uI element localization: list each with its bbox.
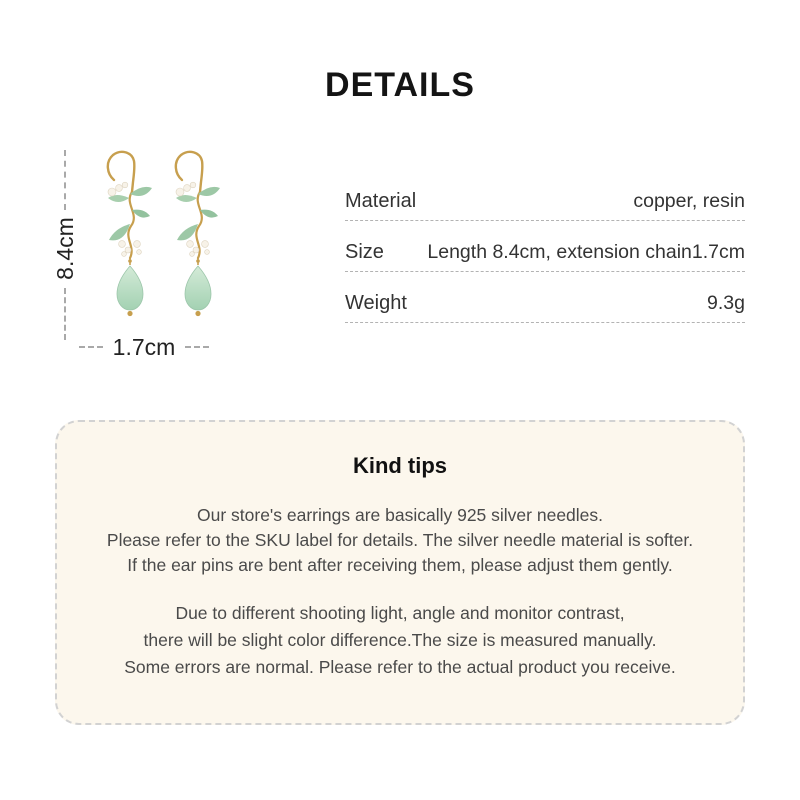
page-title: DETAILS [325,66,475,104]
tips-line: Please refer to the SKU label for details. The silver needle material is softer. [106,530,694,550]
spec-value: Length 8.4cm, extension chain1.7cm [427,241,745,263]
spec-label: Weight [345,292,407,314]
earrings-product-image [94,148,234,320]
tips-line: there will be slight color difference.The size is measured manually. [143,630,657,650]
tips-line: If the ear pins are bent after receiving them, please adjust them gently. [127,555,673,575]
spec-row-size [345,221,745,272]
kind-tips-box [55,420,745,725]
spec-row-material [345,170,745,221]
spec-row-weight [345,272,745,323]
width-dimension-label: 1.7cm [112,333,176,360]
height-dimension-label: 8.4cm [51,216,78,280]
spec-table [345,170,745,323]
height-dimension-line-top [64,150,66,210]
tips-line: Some errors are normal. Please refer to the actual product you receive. [124,657,676,677]
tips-line: Our store's earrings are basically 925 silver needles. [196,505,604,525]
height-dimension-line-bottom [64,288,66,340]
kind-tips-title: Kind tips [352,453,448,478]
width-dimension [78,332,210,362]
tips-line: Due to different shooting light, angle and monitor contrast, [175,603,625,623]
width-dimension-line-left [79,346,103,348]
spec-label: Material [345,190,417,212]
kind-tips-paragraph-1 [57,503,743,578]
kind-tips-paragraph-2 [57,600,743,681]
spec-label: Size [345,241,384,263]
width-dimension-line-right [185,346,209,348]
spec-value: copper, resin [633,190,745,212]
spec-value: 9.3g [707,292,745,314]
